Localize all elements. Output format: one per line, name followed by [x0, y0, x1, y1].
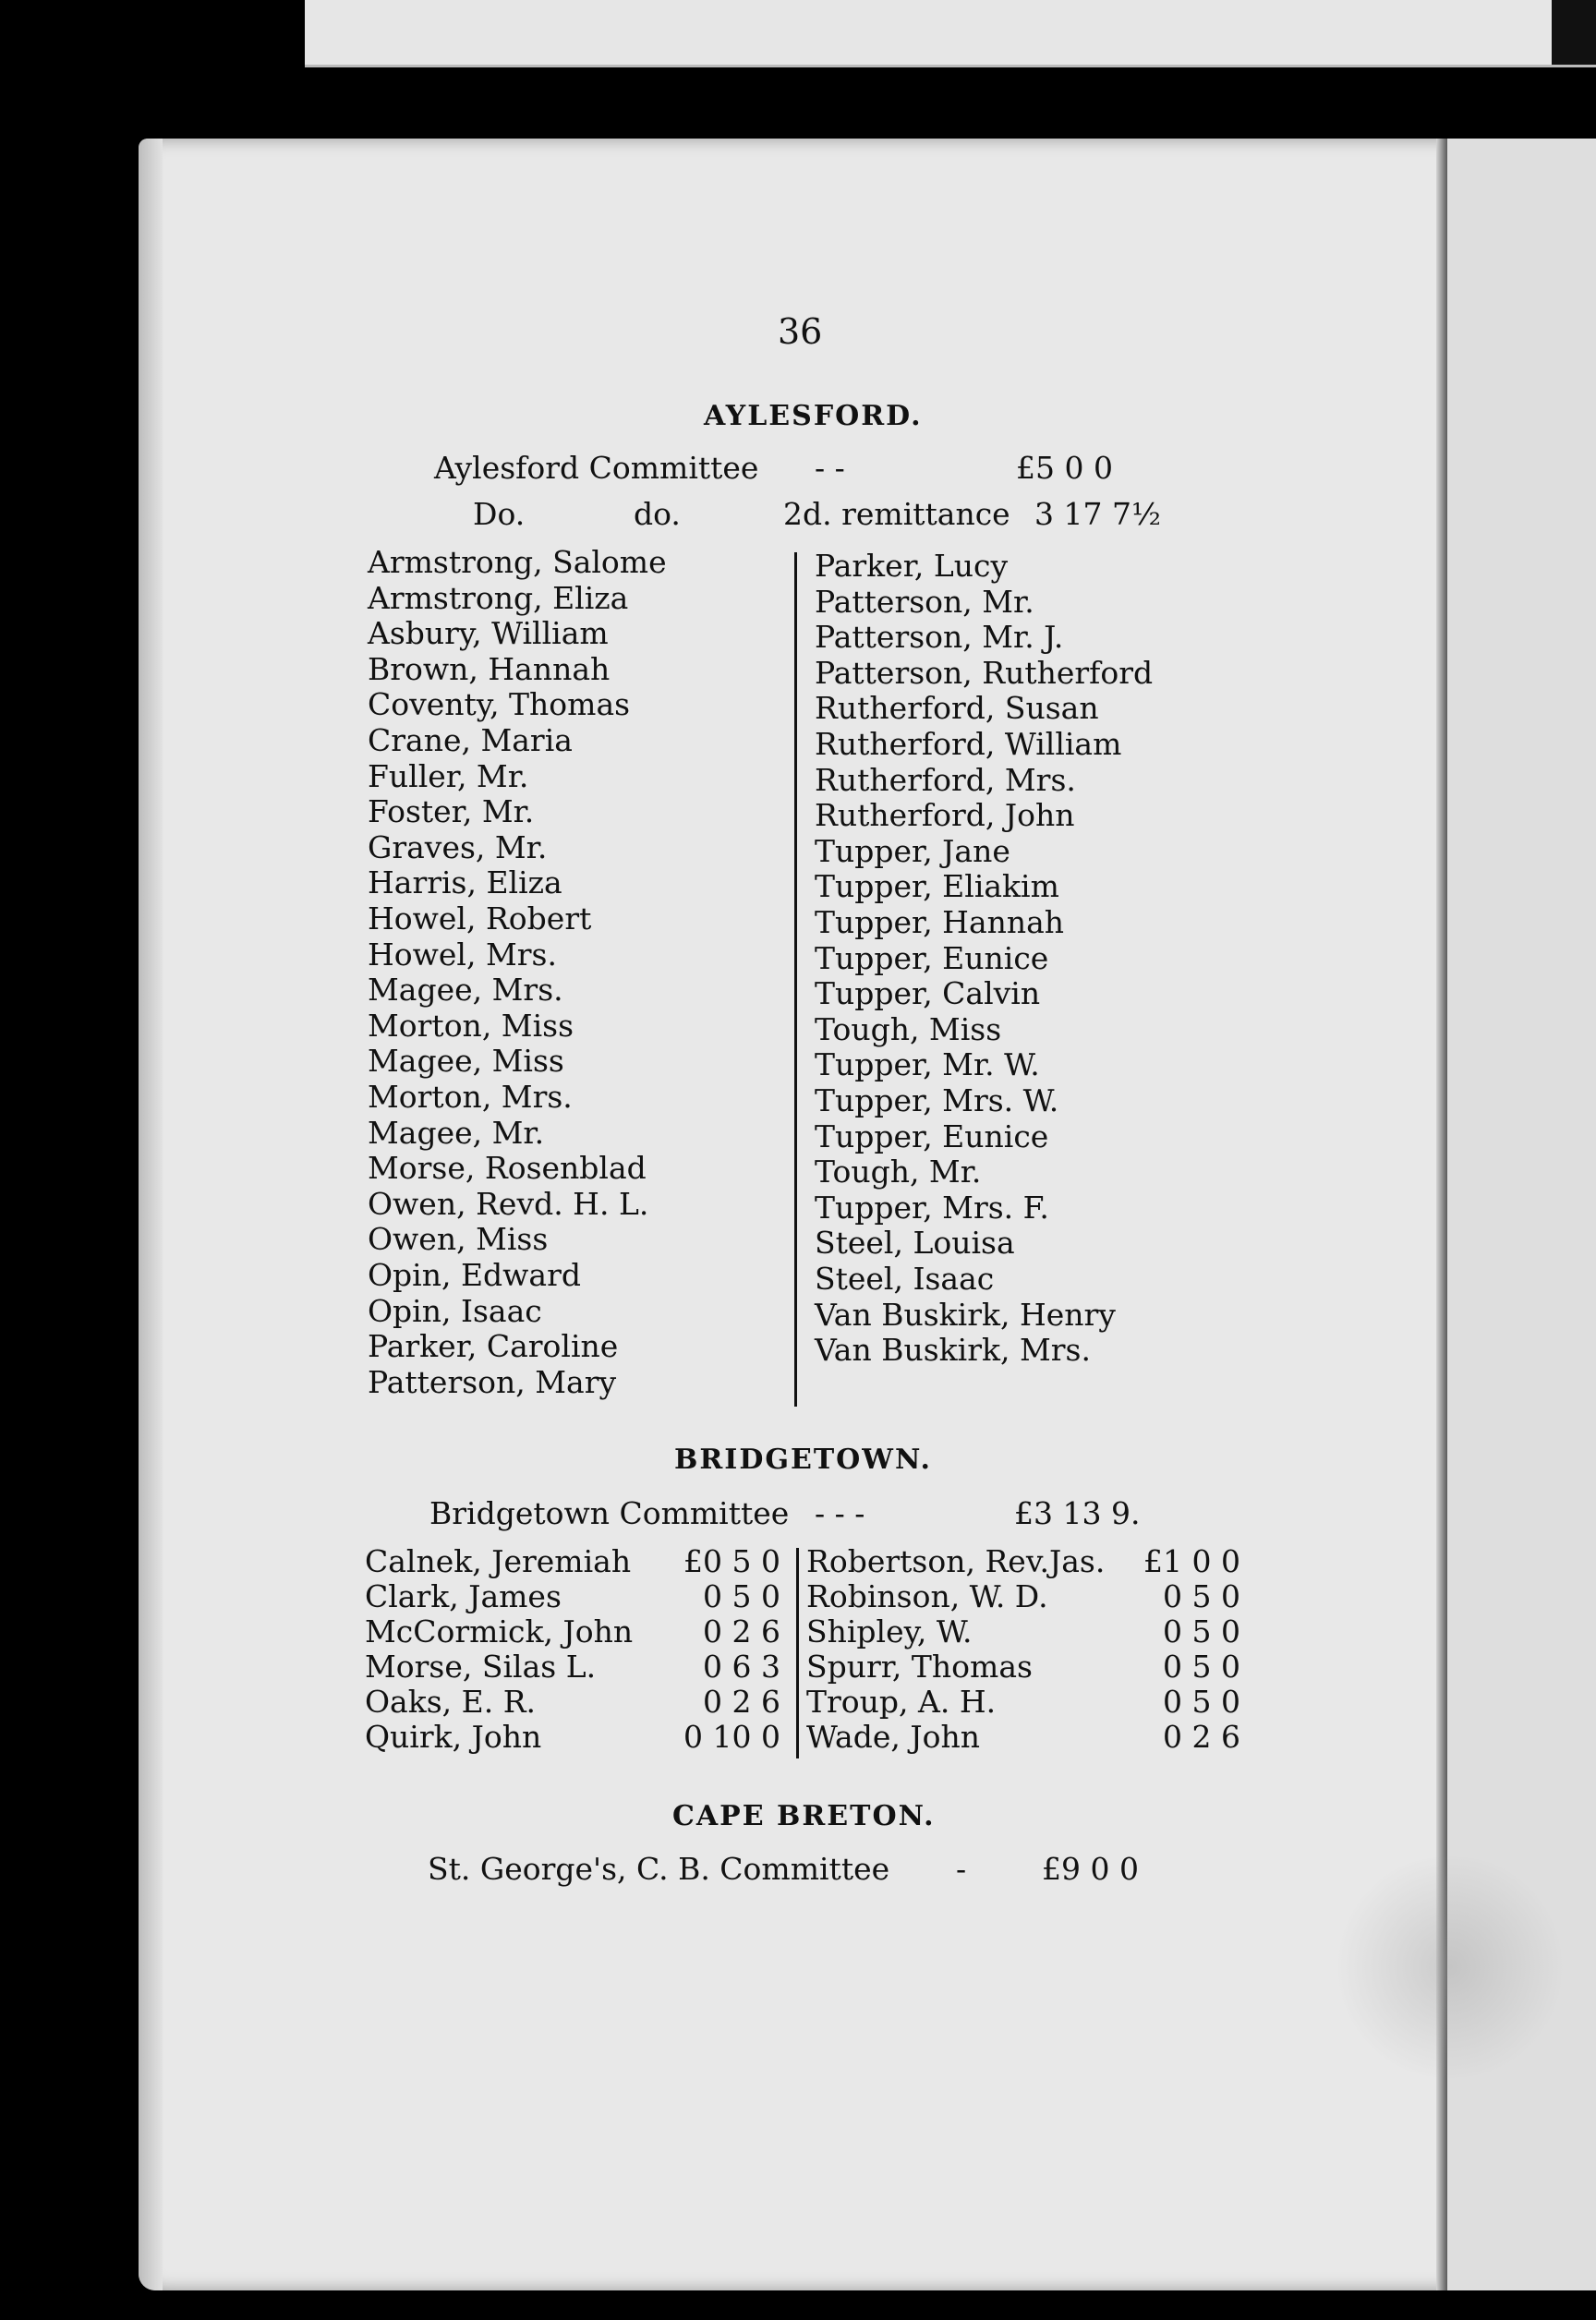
- subscriber-name: Fuller, Mr.: [368, 757, 529, 794]
- subscriber-name: Rutherford, Mrs.: [815, 761, 1076, 798]
- subscriber-name: Rutherford, Susan: [815, 690, 1099, 727]
- subscriber-name: Rutherford, John: [815, 797, 1075, 834]
- column-divider: [794, 552, 797, 1407]
- subscriber-name: Coventy, Thomas: [368, 686, 631, 723]
- subscriber-name: McCormick, John: [365, 1613, 634, 1649]
- subscription-amount: 0 5 0: [1163, 1649, 1240, 1685]
- subscription-amount: 0 5 0: [703, 1578, 780, 1614]
- subscriber-name: Tupper, Mrs. F.: [815, 1189, 1049, 1226]
- subscription-amount: 0 2 6: [703, 1613, 780, 1649]
- subscriber-name: Owen, Miss: [368, 1221, 549, 1258]
- committee-dashes: - -: [815, 450, 845, 486]
- subscriber-name: Howel, Robert: [368, 900, 592, 936]
- subscriber-name: Patterson, Rutherford: [815, 654, 1154, 691]
- subscriber-name: Robinson, W. D.: [806, 1578, 1048, 1614]
- committee-amount: £3 13 9.: [1014, 1495, 1141, 1531]
- subscriber-name: Brown, Hannah: [368, 650, 611, 687]
- subscriber-name: Calnek, Jeremiah: [365, 1543, 632, 1579]
- subscriber-name: Armstrong, Salome: [368, 544, 667, 580]
- subscriber-name: Magee, Mr.: [368, 1114, 545, 1151]
- subscriber-name: Steel, Louisa: [815, 1225, 1015, 1262]
- subscriber-name: Armstrong, Eliza: [368, 579, 629, 616]
- subscription-amount: £1 0 0: [1143, 1543, 1240, 1579]
- subscriber-name: Magee, Miss: [368, 1043, 564, 1080]
- subscriber-name: Morse, Rosenblad: [368, 1150, 647, 1187]
- subscriber-name: Patterson, Mr. J.: [815, 619, 1064, 656]
- section-heading-cape-breton: CAPE BRETON.: [672, 1800, 936, 1832]
- subscriber-name: Foster, Mr.: [368, 793, 535, 830]
- subscriber-name: Van Buskirk, Henry: [815, 1296, 1116, 1333]
- subscriber-name: Howel, Mrs.: [368, 936, 557, 973]
- background-corner: [1552, 0, 1596, 65]
- subscriber-name: Tupper, Eunice: [815, 939, 1049, 976]
- committee-name: Bridgetown Committee: [429, 1495, 790, 1531]
- subscriber-name: Graves, Mr.: [368, 828, 548, 865]
- subscriber-name: Parker, Caroline: [368, 1328, 619, 1365]
- subscriber-name: Opin, Isaac: [368, 1292, 542, 1329]
- subscriber-name: Tupper, Calvin: [815, 975, 1041, 1012]
- subscriber-name: Clark, James: [365, 1578, 562, 1614]
- subscriber-name: Magee, Mrs.: [368, 972, 563, 1009]
- subscriber-name: Opin, Edward: [368, 1257, 581, 1293]
- subscriber-name: Tough, Mr.: [815, 1154, 982, 1190]
- section-heading-aylesford: AYLESFORD.: [704, 400, 923, 432]
- subscriber-name: Tupper, Hannah: [815, 904, 1065, 940]
- subscription-amount: 0 5 0: [1163, 1613, 1240, 1649]
- subscriber-name: Patterson, Mr.: [815, 583, 1034, 620]
- subscriber-name: Tupper, Mrs. W.: [815, 1082, 1059, 1118]
- subscriber-name: Troup, A. H.: [806, 1684, 997, 1720]
- subscription-amount: 0 10 0: [683, 1719, 780, 1755]
- subscriber-name: Patterson, Mary: [368, 1363, 617, 1400]
- committee-dashes: - - -: [815, 1495, 865, 1531]
- subscription-amount: 0 2 6: [1163, 1719, 1240, 1755]
- page-number: 36: [778, 311, 823, 352]
- section-heading-bridgetown: BRIDGETOWN.: [674, 1444, 932, 1476]
- subscriber-name: Wade, John: [806, 1719, 980, 1755]
- subscriber-name: Asbury, William: [368, 615, 609, 652]
- remittance-amount: 3 17 7½: [1034, 496, 1161, 532]
- subscription-amount: 0 6 3: [703, 1649, 780, 1685]
- committee-amount: £5 0 0: [1016, 450, 1113, 486]
- subscriber-name: Tupper, Mr. W.: [815, 1046, 1040, 1083]
- subscriber-name: Van Buskirk, Mrs.: [815, 1332, 1091, 1369]
- subscriber-name: Shipley, W.: [806, 1613, 973, 1649]
- subscriber-name: Spurr, Thomas: [806, 1649, 1033, 1685]
- remittance-note: 2d. remittance: [783, 496, 1010, 532]
- subscriber-name: Tupper, Eliakim: [815, 868, 1059, 905]
- previous-page-strip: [305, 0, 1596, 67]
- ditto-name: Do.: [473, 496, 526, 532]
- subscriber-name: Owen, Revd. H. L.: [368, 1185, 649, 1222]
- subscriber-name: Harris, Eliza: [368, 864, 562, 901]
- subscriber-name: Robertson, Rev.Jas.: [806, 1543, 1106, 1579]
- subscriber-name: Tough, Miss: [815, 1010, 1002, 1047]
- subscriber-name: Morton, Miss: [368, 1007, 574, 1044]
- subscriber-name: Tupper, Jane: [815, 832, 1010, 869]
- committee-amount: £9 0 0: [1042, 1851, 1139, 1887]
- committee-dash: -: [956, 1851, 967, 1887]
- subscription-amount: 0 5 0: [1163, 1578, 1240, 1614]
- subscriber-name: Morse, Silas L.: [365, 1649, 597, 1685]
- subscriber-name: Steel, Isaac: [815, 1261, 995, 1297]
- subscriber-name: Quirk, John: [365, 1719, 542, 1755]
- page-edge-shadow: [139, 139, 163, 2290]
- subscriber-name: Tupper, Eunice: [815, 1118, 1049, 1154]
- subscription-amount: 0 5 0: [1163, 1684, 1240, 1720]
- subscriber-name: Rutherford, William: [815, 726, 1122, 762]
- column-divider: [796, 1548, 799, 1758]
- subscriber-name: Parker, Lucy: [815, 548, 1009, 584]
- water-stain: [1330, 1856, 1570, 2078]
- subscriber-name: Oaks, E. R.: [365, 1684, 537, 1720]
- subscriber-name: Crane, Maria: [368, 722, 573, 758]
- subscriber-name: Morton, Mrs.: [368, 1079, 573, 1115]
- subscription-amount: £0 5 0: [683, 1543, 780, 1579]
- ditto-mark: do.: [634, 496, 681, 532]
- committee-name: Aylesford Committee: [434, 450, 759, 486]
- committee-name: St. George's, C. B. Committee: [428, 1851, 890, 1887]
- subscription-amount: 0 2 6: [703, 1684, 780, 1720]
